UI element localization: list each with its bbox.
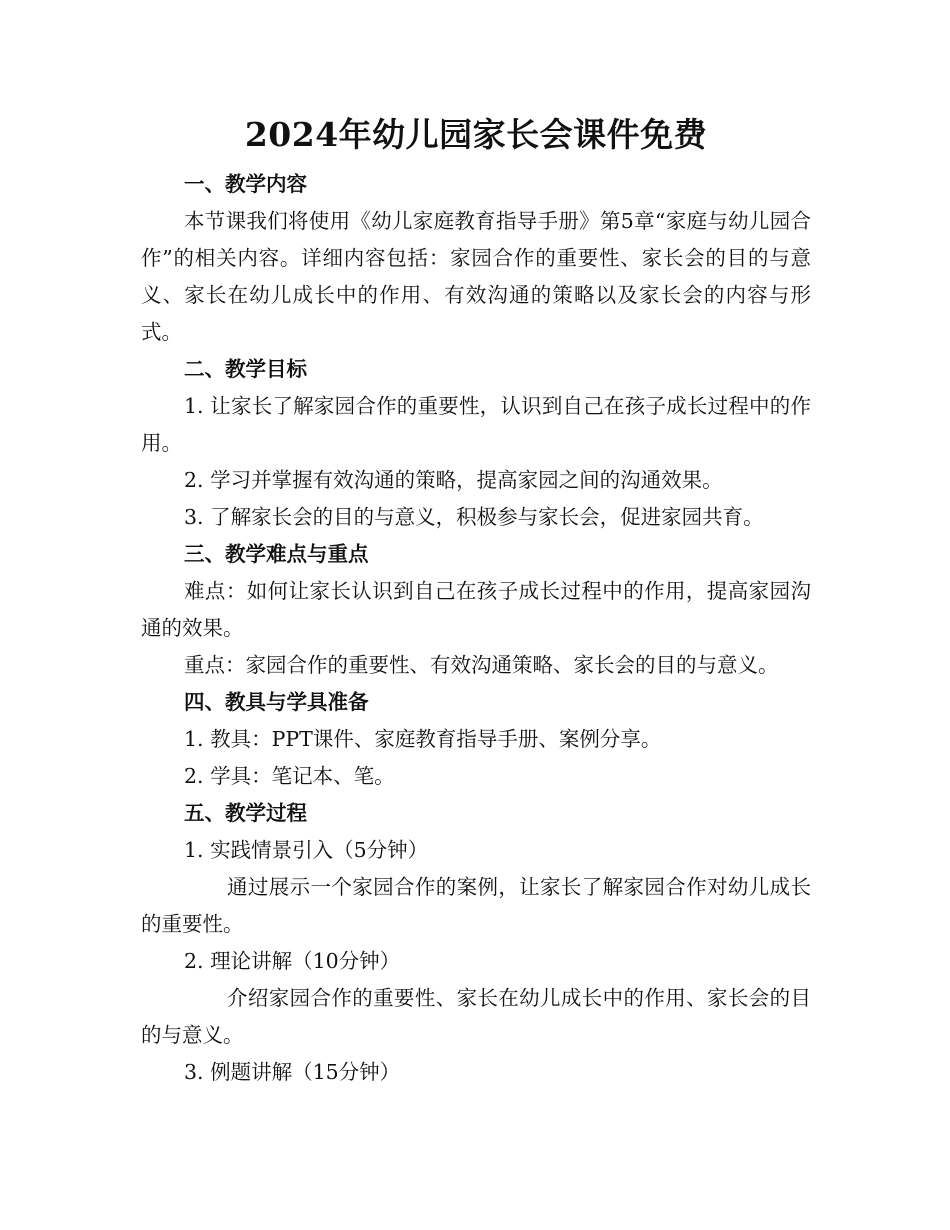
document-title: 2024年幼儿园家长会课件免费 [244,115,708,154]
content-paragraph: 本节课我们将使用《幼儿家庭教育指导手册》第5章“家庭与幼儿园合作”的相关内容。详细内容包括：家园合作的重要性、家长会的目的与意义、家长在幼儿成长中的作用、有效沟通的策略以及家长会的内容与形式。 [141,209,811,344]
process-step-1-label: 1. 实践情景引入（5分钟） [184,838,429,862]
difficulty-paragraph: 难点：如何让家长认识到自己在孩子成长过程中的作用，提高家园沟通的效果。 [141,579,811,640]
section-heading-objectives: 二、教学目标 [184,357,307,381]
section-heading-materials: 四、教具与学具准备 [184,690,369,714]
materials-item-1: 1. 教具：PPT课件、家庭教育指导手册、案例分享。 [184,727,662,751]
document-body [141,110,811,1091]
section-heading-process: 五、教学过程 [184,801,307,825]
section-heading-content: 一、教学内容 [184,172,307,196]
process-step-2-label: 2. 理论讲解（10分钟） [184,949,401,973]
process-step-2-detail: 介绍家园合作的重要性、家长在幼儿成长中的作用、家长会的目的与意义。 [141,986,811,1047]
objective-item-2: 2. 学习并掌握有效沟通的策略，提高家园之间的沟通效果。 [184,468,723,492]
focus-paragraph: 重点：家园合作的重要性、有效沟通策略、家长会的目的与意义。 [184,653,779,677]
section-heading-key-points: 三、教学难点与重点 [184,542,369,566]
objective-item-1: 1. 让家长了解家园合作的重要性，认识到自己在孩子成长过程中的作用。 [141,394,811,455]
objective-item-3: 3. 了解家长会的目的与意义，积极参与家长会，促进家园共育。 [184,505,764,529]
process-step-1-detail: 通过展示一个家园合作的案例，让家长了解家园合作对幼儿成长的重要性。 [141,875,811,936]
process-step-3-label: 3. 例题讲解（15分钟） [184,1060,401,1084]
materials-item-2: 2. 学具：笔记本、笔。 [184,764,395,788]
